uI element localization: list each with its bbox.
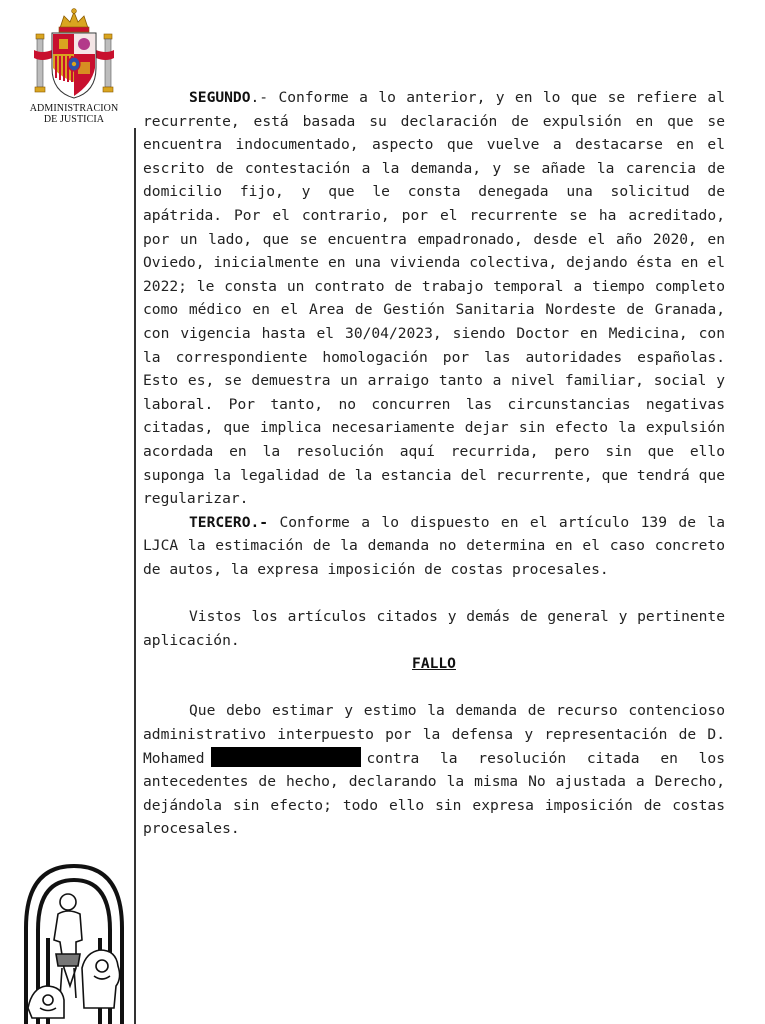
institution-label-line2: DE JUSTICIA bbox=[43, 114, 105, 125]
paragraph-tercero bbox=[143, 511, 725, 582]
fallo-heading: FALLO bbox=[412, 655, 456, 673]
paragraph-segundo bbox=[143, 86, 725, 511]
junta-de-andalucia-emblem-icon bbox=[18, 858, 130, 1024]
margin-rule bbox=[134, 128, 136, 1024]
fallo-text-before: Que debo estimar y estimo la demanda de recurso contencioso administrativo interpuesto por la defensa y representación de D. Mohamed bbox=[143, 702, 725, 767]
institution-label-line1: ADMINISTRACION bbox=[29, 103, 119, 114]
tercero-text: Conforme a lo dispuesto en el artículo 139 de la LJCA la estimación de la demanda no determina en el caso concreto de autos, la expresa imposición de costas procesales. bbox=[143, 513, 725, 578]
document-body bbox=[143, 86, 725, 841]
segundo-text: .- Conforme a lo anterior, y en lo que se refiere al recurrente, está basada su declaración de expulsión en que se encuentra indocumentado, aspecto que vuelve a destacarse en el escrito de contestación a la demanda, y se añade la carencia de domicilio fijo, y que le consta denegada una solicitud de apátrida. Por el contrario, por el recurrente se ha acreditado, por un lado, que se encuentra empadronado, desde el año 2020, en Oviedo, inicialmente en una vivienda colectiva, dejando ésta en el 2022; le consta un contrato de trabajo temporal a tiempo completo como médico en el Area de Gestión Sanitaria Nordeste de Granada, con vigencia hasta el 30/04/2023, siendo Doctor en Medicina, con la correspondiente homologación por las autoridades españolas. Esto es, se demuestra un arraigo tanto a nivel familiar, social y laboral. Por tanto, no concurren las circunstancias negativas citadas, que implica necesariamente dejar sin efecto la expulsión acordada en la resolución aquí recurrida, pero sin que ello suponga la legalidad de la estancia del recurrente, que tendrá que regularizar. bbox=[143, 89, 725, 508]
spanish-coat-of-arms-icon bbox=[26, 6, 122, 102]
fallo-text-after: contra la resolución citada en los antecedentes de hecho, declarando la misma No ajustada a Derecho, dejándola sin efecto; todo ello sin expresa imposición de costas procesales. bbox=[143, 749, 725, 838]
institution-label bbox=[14, 103, 134, 125]
paragraph-vistos: Vistos los artículos citados y demás de general y pertinente aplicación. bbox=[143, 608, 725, 649]
segundo-heading: SEGUNDO bbox=[189, 89, 251, 106]
paragraph-fallo bbox=[143, 699, 725, 841]
redaction-block bbox=[211, 747, 361, 767]
tercero-heading: TERCERO.- bbox=[189, 513, 269, 531]
